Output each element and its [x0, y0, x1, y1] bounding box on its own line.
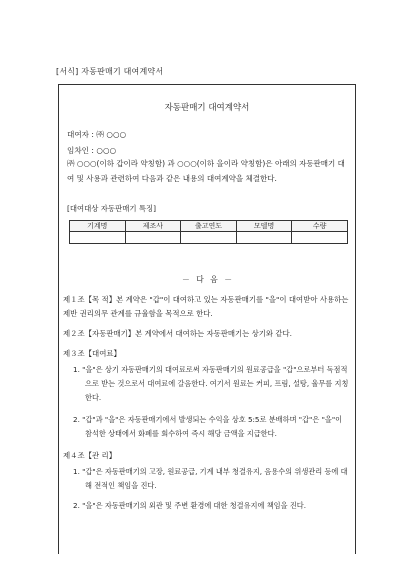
article-3-item-1: 1. "을"은 상기 자동판매기의 대여료로써 자동판매기의 원료공급을 "갑"으로부터 독점적으로 받는 것으로서 대여료에 갈음한다. 여기서 원료는 커피, 프림, 설탕, 율무를 지칭한다.	[73, 365, 349, 402]
article-2: 제２조【자동판매기】본 계약에서 대여하는 자동판매기는 상기와 같다.	[63, 329, 293, 338]
spec-table	[69, 220, 348, 244]
contract-document	[58, 84, 356, 554]
spec-header-model: 모델명	[236, 221, 292, 232]
intro-paragraph: ㈜ ○○○(이하 갑이라 약칭함) 과 ○○○(이하 을이라 약칭함)은 아래의 자동판매기 대여 및 사용과 관련하여 다음과 같은 내용의 대여계약을 체결한다.	[67, 159, 345, 183]
spec-header-year: 출고연도	[181, 221, 237, 232]
document-title: 자동판매기 대여계약서	[164, 103, 250, 113]
table-cell	[70, 232, 126, 244]
spec-table-header-row	[70, 221, 348, 232]
spec-header-machine: 기계명	[70, 221, 126, 232]
article-3-heading: 제３조【대여료】	[63, 349, 121, 358]
table-row	[70, 232, 348, 244]
article-3-item-2: 2. "갑"과 "을"은 자동판매기에서 발생되는 수익을 상호 5:5로 분배하며 "갑"은 "을"이 참석한 상태에서 화폐를 회수하여 즉시 해당 금액을 지급한다.	[73, 415, 343, 438]
section-heading: － 다 음 －	[181, 275, 233, 284]
article-4-item-2: 2. "을"은 자동판매기의 외관 및 주변 환경에 대한 청결유지에 책임을 진다.	[73, 501, 307, 510]
table-cell	[125, 232, 181, 244]
article-1: 제１조【목 적】본 계약은 "갑"이 대여하고 있는 자동판매기를 "을"이 대여받아 사용하는 제반 권리의무 관계를 규율함을 목적으로 한다.	[63, 295, 349, 318]
lessee-line: 임차인 : ○○○	[67, 146, 117, 155]
table-cell	[292, 232, 348, 244]
spec-section-label: [대여대상 자동판매기 특징]	[67, 204, 156, 213]
table-cell	[236, 232, 292, 244]
table-cell	[181, 232, 237, 244]
lessor-line: 대여자 : ㈜ ○○○	[67, 130, 127, 139]
spec-header-maker: 제조사	[125, 221, 181, 232]
article-4-item-1: 1. "갑"은 자동판매기의 고장, 원료공급, 기계 내부 청결유지, 음용수의 위생관리 등에 대해 전적인 책임을 진다.	[73, 467, 348, 490]
spec-header-quantity: 수량	[292, 221, 348, 232]
form-label: [서식] 자동판매기 대여계약서	[56, 67, 164, 76]
article-4-heading: 제４조【관 리】	[63, 451, 117, 460]
